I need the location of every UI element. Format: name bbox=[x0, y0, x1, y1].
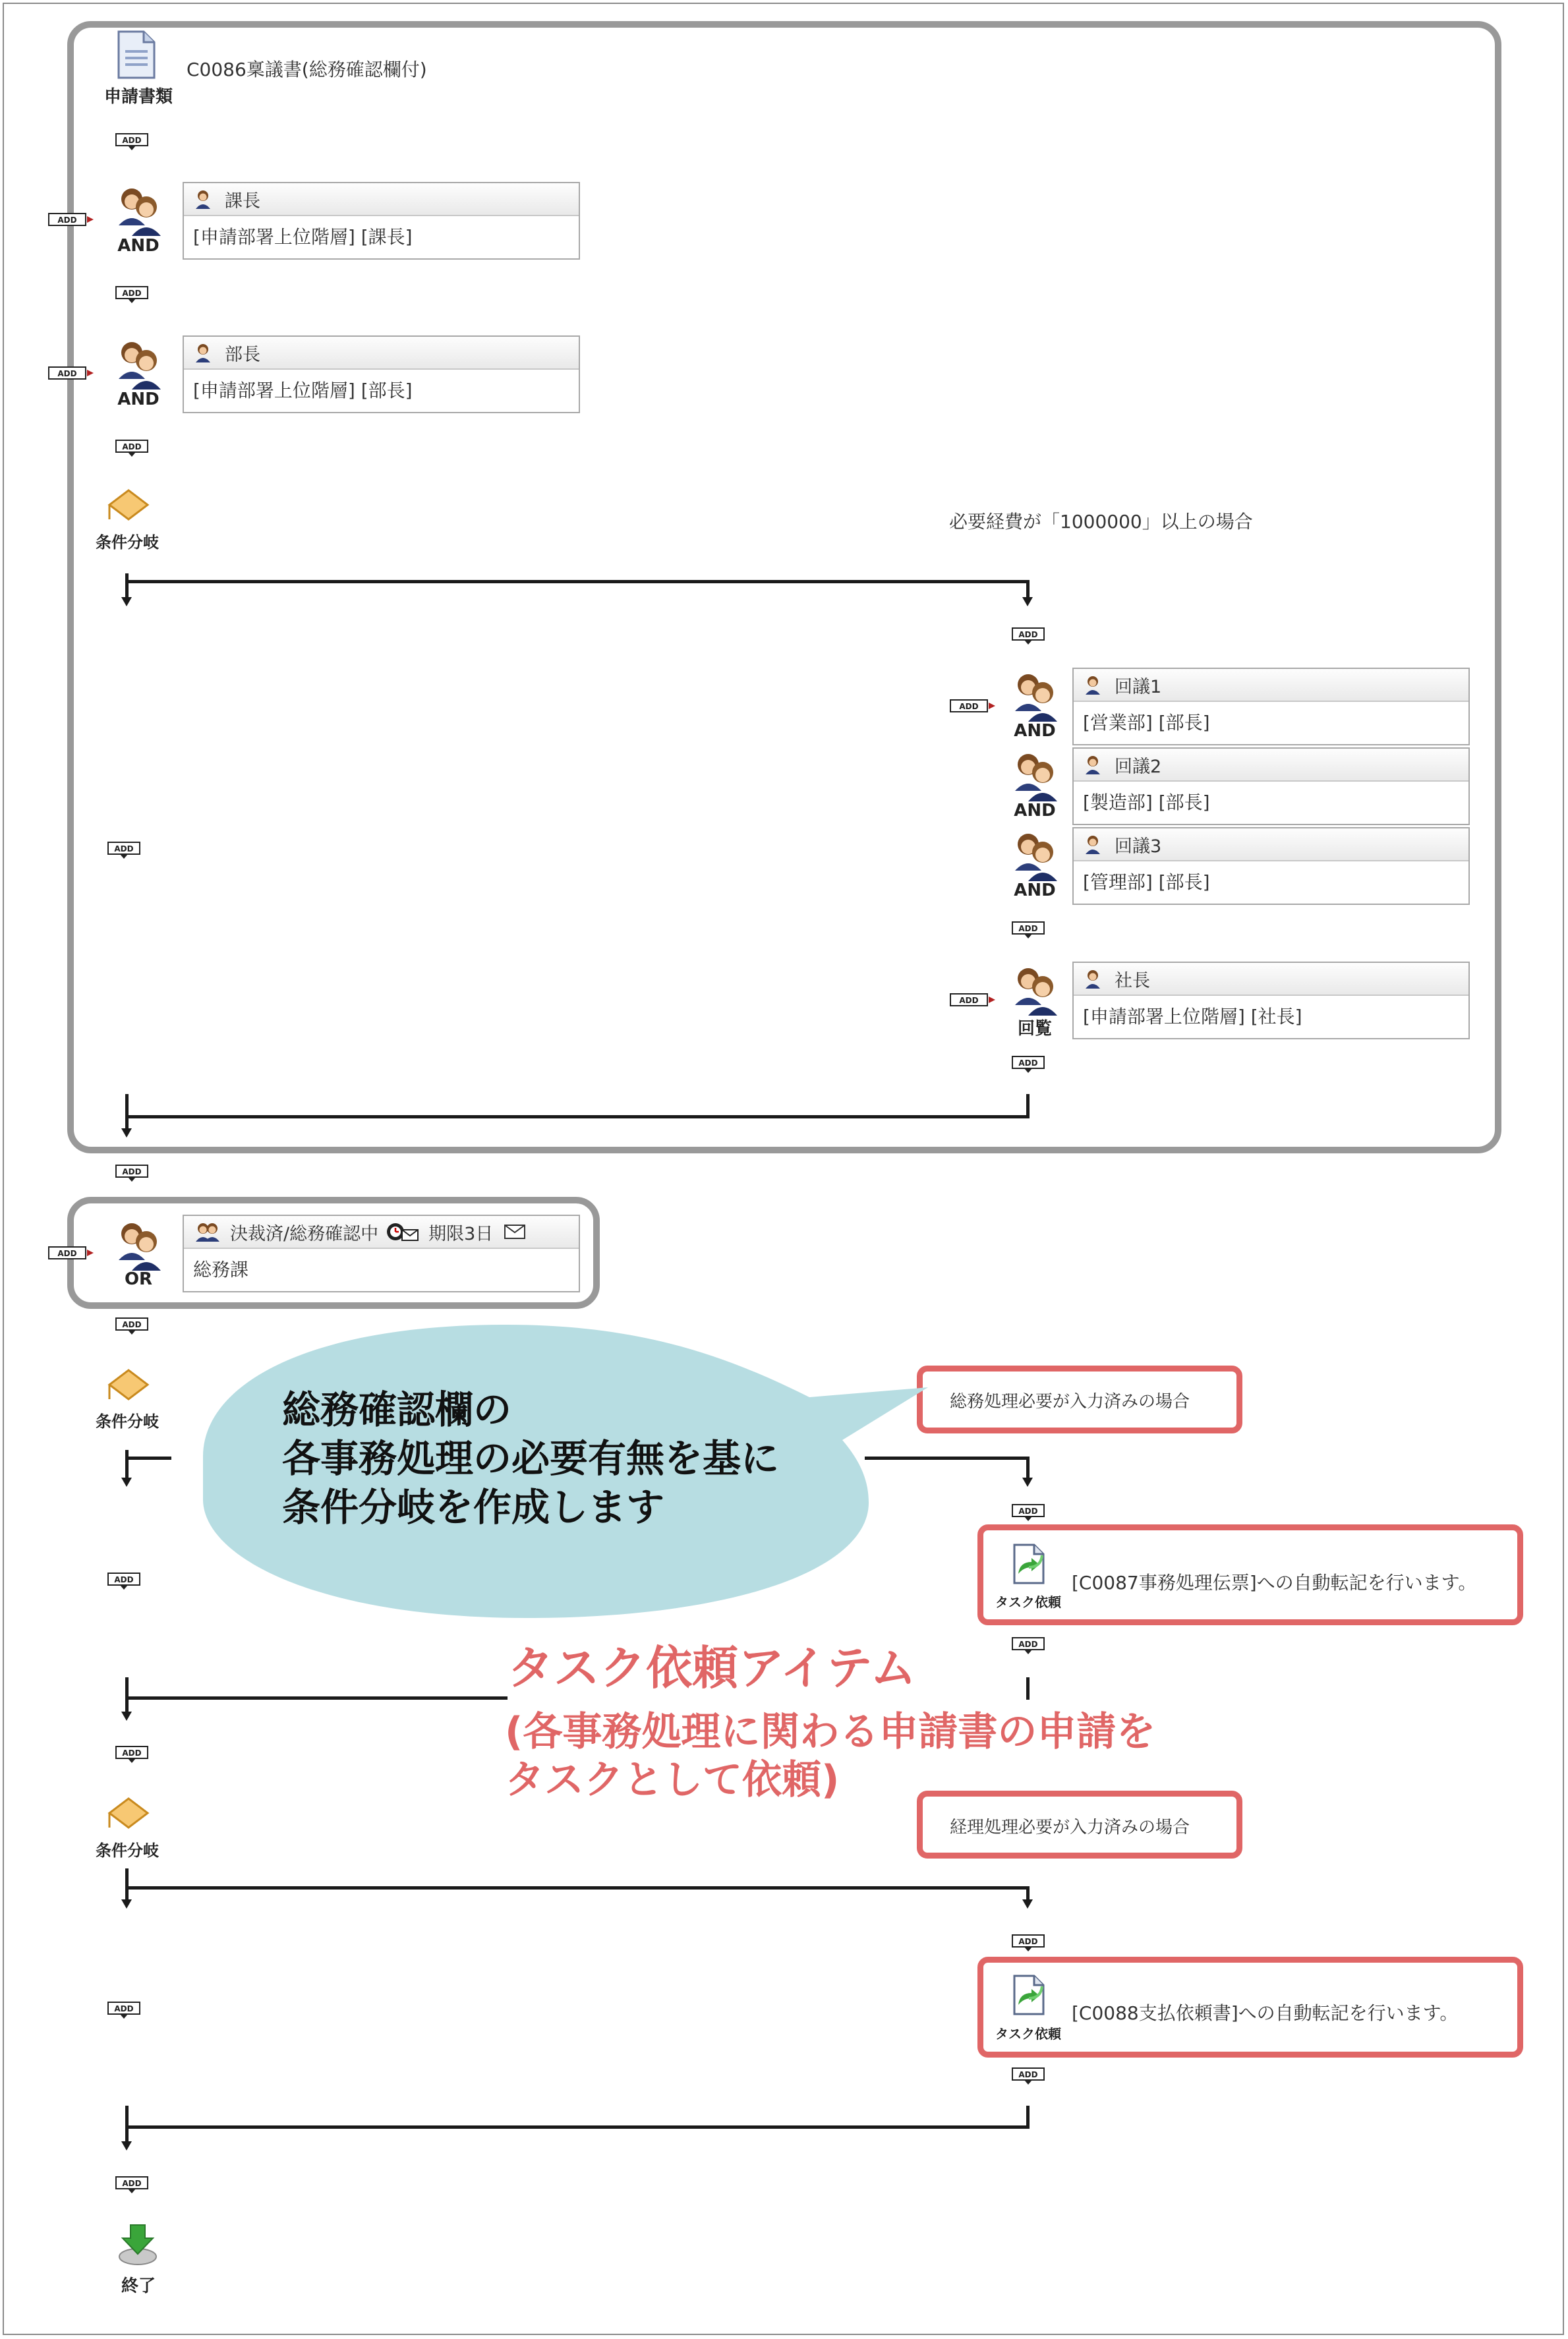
group-icon bbox=[194, 1222, 221, 1242]
step-body: 総務課 bbox=[193, 1259, 249, 1281]
add-button[interactable] bbox=[115, 132, 149, 150]
add-button[interactable] bbox=[115, 1316, 149, 1335]
step-body: [営業部] [部長] bbox=[1083, 712, 1210, 734]
step-type-label: AND bbox=[1014, 801, 1056, 821]
add-button[interactable] bbox=[1011, 1636, 1045, 1654]
add-button[interactable] bbox=[1011, 1933, 1045, 1951]
step-title: 社長 bbox=[1115, 970, 1150, 991]
step-body: [製造部] [部長] bbox=[1083, 792, 1210, 813]
annotation-sub-line: タスクとして依頼) bbox=[505, 1757, 840, 1803]
callout-line: 総務確認欄の bbox=[282, 1387, 512, 1432]
deadline-clock-icon bbox=[385, 1221, 419, 1243]
svg-text:ADD: ADD bbox=[959, 702, 979, 711]
callout-text bbox=[282, 1385, 779, 1532]
approver-group-icon bbox=[1008, 964, 1061, 1017]
svg-text:ADD: ADD bbox=[57, 216, 77, 225]
task-request-icon[interactable] bbox=[1005, 1542, 1051, 1588]
person-icon bbox=[1084, 834, 1101, 854]
step-type-label: AND bbox=[117, 236, 160, 256]
branch-arrow bbox=[121, 1128, 132, 1138]
person-icon bbox=[1084, 755, 1101, 774]
branch-arrow bbox=[121, 1712, 132, 1721]
svg-text:ADD: ADD bbox=[57, 369, 77, 378]
branch-diamond-icon[interactable] bbox=[105, 1796, 152, 1829]
side-add-button[interactable] bbox=[949, 697, 997, 716]
add-button[interactable] bbox=[115, 285, 149, 303]
approver-group-icon bbox=[1008, 670, 1061, 723]
step-title: 回議3 bbox=[1115, 836, 1162, 857]
branch-line bbox=[125, 1094, 129, 1134]
end-label: 終了 bbox=[121, 2276, 156, 2296]
person-icon bbox=[1084, 969, 1101, 989]
add-button[interactable] bbox=[107, 1571, 141, 1590]
step-title: 部長 bbox=[225, 344, 260, 365]
mail-icon bbox=[504, 1224, 526, 1240]
svg-text:ADD: ADD bbox=[959, 996, 979, 1005]
branch-line bbox=[125, 1677, 129, 1717]
add-button[interactable] bbox=[107, 840, 141, 859]
task-text[interactable]: [C0088支払依頼書]への自動転記を行います。 bbox=[1072, 2002, 1459, 2024]
side-add-button[interactable] bbox=[47, 211, 95, 229]
step-card-kaigi3[interactable] bbox=[1072, 827, 1470, 905]
step-type-label: 回覧 bbox=[1017, 1019, 1052, 1039]
branch-line bbox=[125, 1886, 1030, 1890]
step-card-bucho[interactable] bbox=[183, 335, 580, 413]
task-label: タスク依頼 bbox=[995, 2026, 1061, 2042]
branch-line bbox=[125, 2125, 1030, 2129]
step-body: [管理部] [部長] bbox=[1083, 871, 1210, 893]
branch-arrow bbox=[121, 1899, 132, 1909]
add-button[interactable] bbox=[1011, 2066, 1045, 2085]
branch-line bbox=[1026, 1677, 1030, 1700]
document-icon bbox=[116, 30, 157, 79]
add-button[interactable] bbox=[115, 438, 149, 457]
callout-line: 条件分岐を作成します bbox=[282, 1485, 665, 1530]
step-body: [申請部署上位階層] [課長] bbox=[193, 226, 413, 248]
side-add-button[interactable] bbox=[47, 364, 95, 383]
person-icon bbox=[1084, 675, 1101, 695]
task-label: タスク依頼 bbox=[995, 1594, 1061, 1610]
branch-arrow bbox=[121, 597, 132, 606]
branch-line bbox=[125, 580, 1030, 583]
branch-diamond-icon[interactable] bbox=[105, 488, 152, 521]
callout-line: 各事務処理の必要有無を基に bbox=[282, 1436, 780, 1481]
person-icon bbox=[194, 189, 212, 209]
add-button[interactable] bbox=[115, 2175, 149, 2193]
document-name[interactable]: C0086稟議書(総務確認欄付) bbox=[187, 59, 427, 80]
branch-line bbox=[125, 1115, 1030, 1118]
add-button[interactable] bbox=[115, 1163, 149, 1182]
step-body: [申請部署上位階層] [部長] bbox=[193, 380, 413, 401]
step-type-label: AND bbox=[1014, 881, 1056, 900]
annotation-title: タスク依頼アイテム bbox=[508, 1641, 917, 1695]
annotation-sub-line: (各事務処理に関わる申請書の申請を bbox=[505, 1709, 1156, 1755]
end-icon bbox=[115, 2221, 161, 2267]
step-title: 回議1 bbox=[1115, 676, 1162, 697]
branch-arrow bbox=[1022, 1899, 1033, 1909]
add-button[interactable] bbox=[1011, 1503, 1045, 1521]
branch-label: 条件分岐 bbox=[96, 1841, 159, 1860]
task-request-icon[interactable] bbox=[1005, 1973, 1051, 2019]
step-type-label: AND bbox=[1014, 721, 1056, 741]
add-button[interactable] bbox=[107, 2000, 141, 2019]
step-card-somu[interactable] bbox=[183, 1215, 580, 1292]
step-title: 回議2 bbox=[1115, 756, 1162, 777]
person-icon bbox=[194, 343, 212, 362]
step-title: 決裁済/総務確認中 bbox=[230, 1223, 379, 1244]
approver-group-icon bbox=[1008, 750, 1061, 803]
step-card-kaigi2[interactable] bbox=[1072, 747, 1470, 825]
branch-arrow bbox=[1022, 597, 1033, 606]
approver-group-icon bbox=[112, 1219, 165, 1272]
branch-label: 条件分岐 bbox=[96, 1412, 159, 1431]
task-text[interactable]: [C0087事務処理伝票]への自動転記を行います。 bbox=[1072, 1572, 1477, 1594]
branch-arrow bbox=[1022, 1478, 1033, 1487]
branch-diamond-icon[interactable] bbox=[105, 1368, 152, 1401]
approver-group-icon bbox=[112, 185, 165, 237]
step-card-kaigi1[interactable] bbox=[1072, 668, 1470, 745]
branch-line bbox=[125, 1457, 171, 1460]
branch-arrow bbox=[121, 2141, 132, 2151]
branch-label: 条件分岐 bbox=[96, 533, 159, 552]
side-add-button[interactable] bbox=[949, 991, 997, 1010]
add-button[interactable] bbox=[1011, 1054, 1045, 1073]
branch-line bbox=[125, 1696, 508, 1700]
deadline-text: 期限3日 bbox=[428, 1223, 494, 1244]
branch-arrow bbox=[121, 1478, 132, 1487]
branch-condition[interactable]: 総務処理必要が入力済みの場合 bbox=[950, 1392, 1190, 1412]
step-card-kacho[interactable] bbox=[183, 182, 580, 260]
approver-group-icon bbox=[1008, 830, 1061, 882]
branch-line bbox=[125, 2106, 129, 2147]
svg-text:ADD: ADD bbox=[57, 1249, 77, 1258]
add-button[interactable] bbox=[1011, 920, 1045, 938]
add-button[interactable] bbox=[1011, 626, 1045, 645]
step-body: [申請部署上位階層] [社長] bbox=[1083, 1006, 1302, 1027]
add-button[interactable] bbox=[115, 1745, 149, 1763]
step-card-shacho[interactable] bbox=[1072, 962, 1470, 1039]
step-type-label: AND bbox=[117, 390, 160, 409]
approver-group-icon bbox=[112, 338, 165, 391]
document-label: 申請書類 bbox=[103, 87, 173, 107]
branch-condition[interactable]: 必要経費が「1000000」以上の場合 bbox=[949, 511, 1253, 533]
step-title: 課長 bbox=[225, 190, 260, 212]
branch-condition[interactable]: 経理処理必要が入力済みの場合 bbox=[950, 1818, 1190, 1837]
step-type-label: OR bbox=[124, 1269, 153, 1289]
side-add-button[interactable] bbox=[47, 1244, 95, 1263]
